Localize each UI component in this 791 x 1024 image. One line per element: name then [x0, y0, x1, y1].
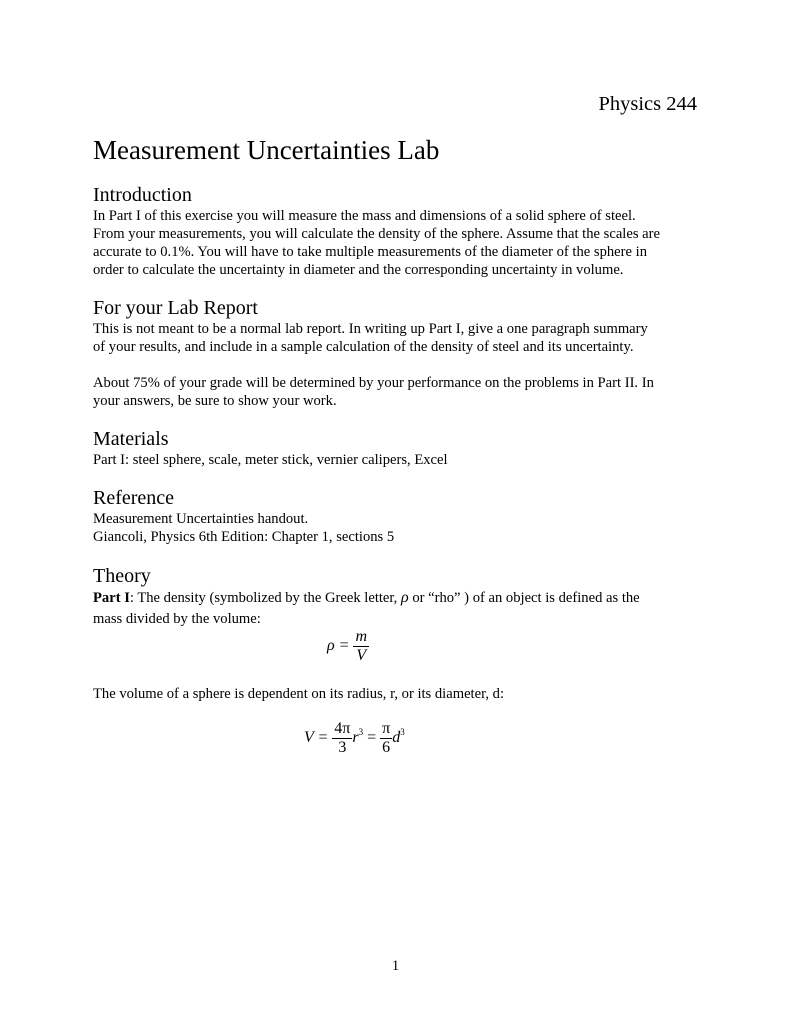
equals-sign: =: [367, 729, 377, 747]
introduction-heading: Introduction: [93, 184, 192, 206]
theory-text-before: : The density (symbolized by the Greek letter,: [129, 590, 401, 606]
introduction-line: order to calculate the uncertainty in diameter and the corresponding uncertainty in volume.: [93, 262, 624, 278]
density-numerator: m: [355, 628, 368, 645]
density-equation: [327, 628, 369, 665]
density-lhs: ρ =: [327, 637, 350, 655]
materials-text: Part I: steel sphere, scale, meter stick, vernier calipers, Excel: [93, 452, 448, 468]
fraction2-denominator: 6: [382, 739, 391, 756]
theory-heading: Theory: [93, 565, 151, 587]
course-name: Physics 244: [598, 93, 697, 115]
density-denominator: V: [356, 647, 367, 664]
fraction1-denominator: 3: [338, 739, 347, 756]
diameter-exponent: 3: [400, 727, 405, 738]
fraction2-numerator: π: [382, 720, 391, 737]
theory-part-label: Part I: [93, 590, 130, 606]
introduction-line: accurate to 0.1%. You will have to take multiple measurements of the diameter of the sphere in: [93, 244, 647, 260]
reference-section: [93, 486, 705, 546]
density-fraction: [353, 628, 369, 665]
sphere-volume-section: [93, 685, 705, 703]
reference-heading: Reference: [93, 487, 175, 509]
sphere-volume-equation: [304, 720, 405, 757]
introduction-line: In Part I of this exercise you will measure the mass and dimensions of a solid sphere of steel.: [93, 208, 636, 224]
materials-heading: Materials: [93, 428, 169, 450]
lab-report-line: your answers, be sure to show your work.: [93, 393, 337, 409]
volume-fraction-2: [380, 720, 392, 757]
lab-report-heading: For your Lab Report: [93, 297, 258, 319]
radius-variable: r: [352, 729, 359, 747]
page-number: 1: [391, 958, 400, 974]
lab-report-section: [93, 296, 705, 410]
lab-report-line: About 75% of your grade will be determined by your performance on the problems in Part II. In: [93, 375, 654, 391]
radius-exponent: 3: [358, 727, 364, 738]
diameter-variable: d: [392, 729, 401, 747]
reference-line: Giancoli, Physics 6th Edition: Chapter 1, sections 5: [93, 529, 395, 545]
theory-line2: mass divided by the volume:: [93, 611, 261, 627]
reference-line: Measurement Uncertainties handout.: [93, 511, 309, 527]
volume-lhs: V =: [304, 729, 329, 747]
lab-report-line: of your results, and include in a sample calculation of the density of steel and its uncertainty.: [93, 339, 634, 355]
page-title: Measurement Uncertainties Lab: [93, 135, 440, 165]
theory-definition: [93, 588, 705, 608]
materials-section: [93, 427, 705, 469]
theory-text-after: or “rho” ) of an object is defined as the: [408, 590, 640, 606]
theory-section: [93, 564, 705, 628]
introduction-section: [93, 183, 705, 279]
lab-report-line: This is not meant to be a normal lab report. In writing up Part I, give a one paragraph summary: [93, 321, 648, 337]
volume-fraction-1: [332, 720, 352, 757]
introduction-line: From your measurements, you will calculate the density of the sphere. Assume that the scales are: [93, 226, 660, 242]
sphere-volume-text: The volume of a sphere is dependent on its radius, r, or its diameter, d:: [93, 686, 504, 702]
fraction1-numerator: 4π: [334, 720, 351, 737]
rho-symbol: ρ: [400, 589, 409, 606]
